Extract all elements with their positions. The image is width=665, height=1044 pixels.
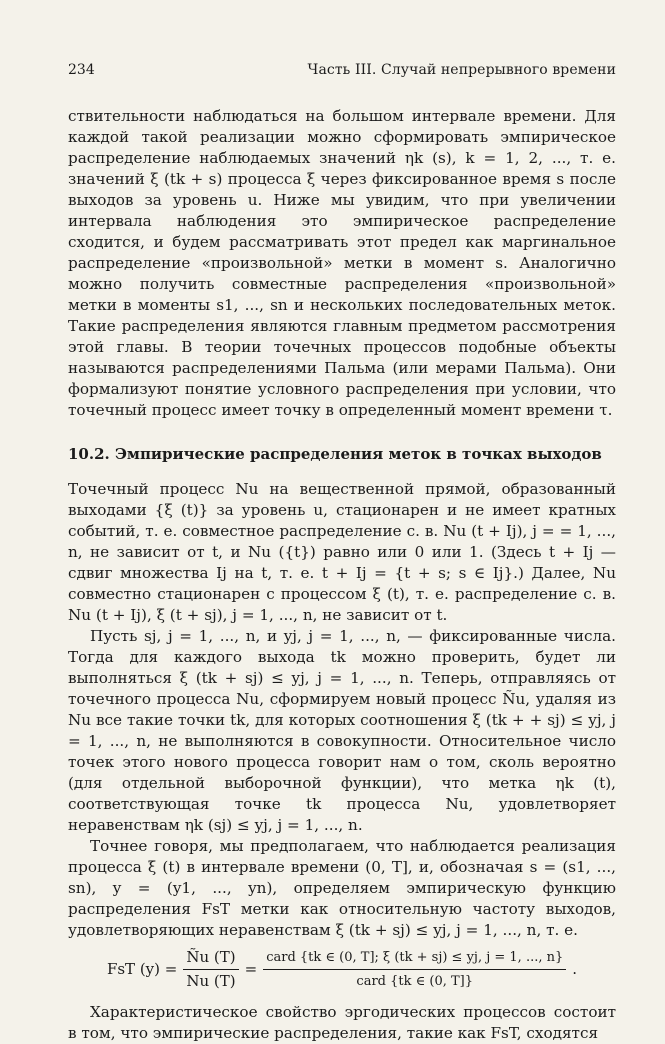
formula-fraction-2-numerator: card {tk ∈ (0, T]; ξ (tk + sj) ≤ yj, j = 1, ..., n} [263, 947, 566, 970]
formula-end: . [572, 960, 578, 978]
paragraph-ergodic: Характеристическое свойство эргодических процессов состоит в том, что эмпирические распределения, такие как FsT, сходятся [68, 1003, 616, 1042]
paragraph-empirical-function: Точнее говоря, мы предполагаем, что наблюдается реализация процесса ξ (t) в интервале времени (0, T], и, обозначая s = (s1, ..., sn), y = (y1, ..., yn), определяем эмпирическую функцию распределения FsT метки как относительную частоту выходов, удовлетворяющих неравенствам ξ (tk + sj) ≤ yj, j = 1, ..., n, т. е. [68, 837, 616, 939]
formula-fraction-1-numerator: Ñu (T) [183, 947, 238, 970]
page-number: 234 [68, 62, 95, 78]
page [68, 62, 616, 1044]
paragraph-continuation: ствительности наблюдаться на большом интервале времени. Для каждой такой реализации можно сформировать эмпирическое распределение наблюдаемых значений ηk (s), k = 1, 2, ..., т. е. значений ξ (tk + s) процесса ξ через фиксированное время s после выходов за уровень u. Ниже мы увидим, что при увеличении интервала наблюдения это эмпирическое распределение сходится, и будем рассматривать этот предел как маргинальное распределение «произвольной» метки в момент s. Аналогично можно получить совместные распределения «произвольной» метки в моменты s1, ..., sn и нескольких последовательных меток. Такие распределения являются главным предметом рассмотрения этой главы. В теории точечных процессов подобные объекты называются распределениями Пальма (или мерами Пальма). Они формализуют понятие условного распределения при условии, что точечный процесс имеет точку в определенный момент времени τ. [68, 107, 616, 419]
page-header [68, 62, 616, 86]
formula-fraction-1-denominator: Nu (T) [186, 972, 236, 990]
formula-lhs: FsT (y) = [106, 960, 178, 978]
running-head: Часть III. Случай непрерывного времени [307, 62, 616, 78]
formula-fraction-2 [263, 947, 566, 992]
formula-fraction-2-denominator: card {tk ∈ (0, T]} [356, 974, 474, 989]
formula-empirical-distribution [68, 947, 616, 992]
section-title: 10.2. Эмпирические распределения меток в точках выходов [68, 445, 602, 463]
formula-fraction-1 [183, 947, 238, 992]
paragraph-point-process: Точечный процесс Nu на вещественной прямой, образованный выходами {ξ (t)} за уровень u, стационарен и не имеет кратных событий, т. е. совместное распределение с. в. Nu (t + Ij), j = = 1, ..., n, не зависит от t, и Nu ({t}) равно или 0 или 1. (Здесь t + Ij — сдвиг множества Ij на t, т. е. t + Ij = {t + s; s ∈ Ij}.) Далее, Nu совместно стационарен с процессом ξ (t), т. е. распределение с. в. Nu (t + Ij), ξ (t + sj), j = 1, ..., n, не зависит от t. [68, 480, 616, 624]
formula-equals: = [244, 960, 258, 978]
paragraph-fixed-numbers: Пусть sj, j = 1, ..., n, и yj, j = 1, ..., n, — фиксированные числа. Тогда для каждого выхода tk можно проверить, будет ли выполняться ξ (tk + sj) ≤ yj, j = 1, ..., n. Теперь, отправляясь от точечного процесса Nu, сформируем новый процесс Ñu, удаляя из Nu все такие точки tk, для которых соотношения ξ (tk + + sj) ≤ yj, j = 1, ..., n, не выполняются в совокупности. Относительное число точек этого нового процесса говорит нам о том, сколь вероятно (для отдельной выборочной функции), что метка ηk (t), соответствующая точке tk процесса Nu, удовлетворяет неравенствам ηk (sj) ≤ yj, j = 1, ..., n. [68, 627, 616, 834]
